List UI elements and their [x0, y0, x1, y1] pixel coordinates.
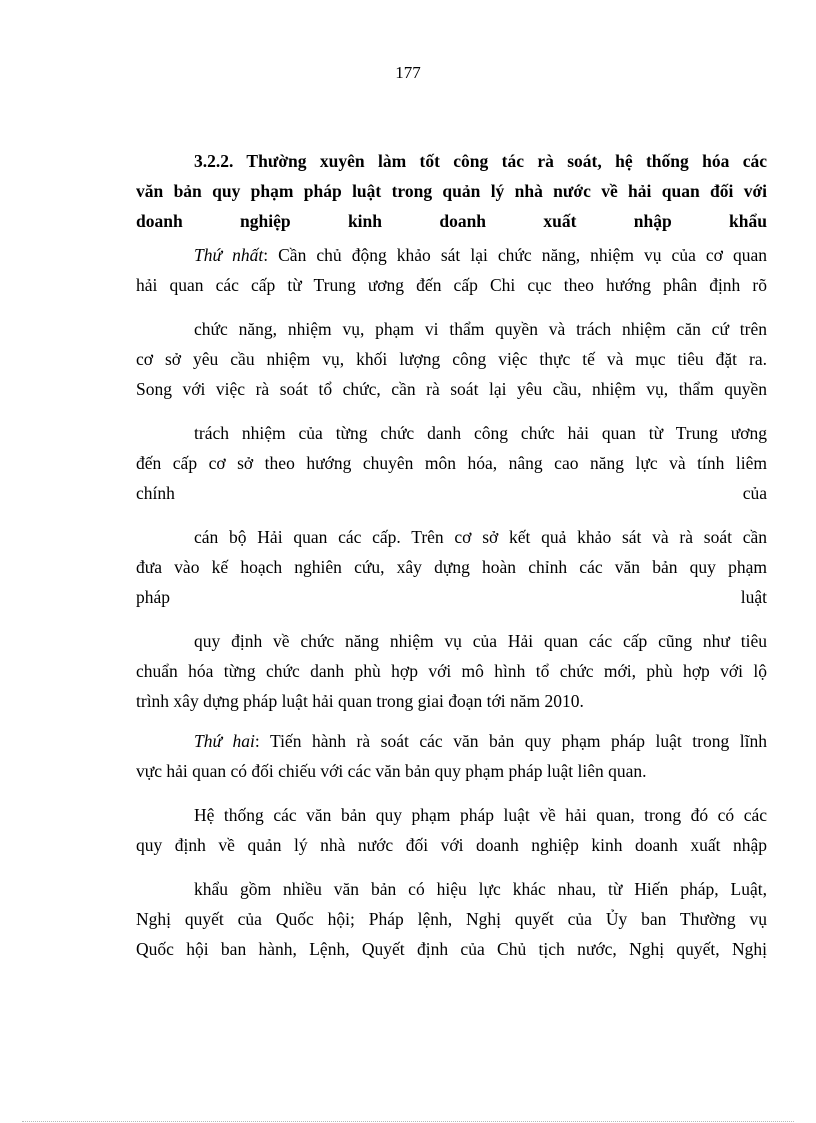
paragraph-1-line-1-text: : Cần chủ động khảo sát lại chức năng, nhiệm vụ của cơ quan: [263, 245, 767, 265]
paragraph-1-line-7: đến cấp cơ sở theo hướng chuyên môn hóa, nâng cao năng lực và tính liêm: [136, 453, 767, 473]
paragraph-1-line-5: Song với việc rà soát tổ chức, cần rà soát lại yêu cầu, nhiệm vụ, thẩm quyền: [136, 379, 767, 399]
paragraph-1-line-11: pháp luật: [136, 587, 767, 607]
paragraph-1-line-14: trình xây dựng pháp luật hải quan trong giai đoạn tới năm 2010.: [136, 691, 584, 711]
paragraph-3-line-5: Quốc hội ban hành, Lệnh, Quyết định của Chủ tịch nước, Nghị quyết, Nghị: [136, 939, 767, 959]
paragraph-1-line-13: chuẩn hóa từng chức danh phù hợp với mô hình tổ chức mới, phù hợp với lộ: [136, 661, 767, 681]
paragraph-2-line-2: vực hải quan có đối chiếu với các văn bản quy phạm pháp luật liên quan.: [136, 761, 647, 781]
section-heading-line-3: doanh nghiệp kinh doanh xuất nhập khẩu: [136, 211, 767, 231]
paragraph-1-line-1: [136, 240, 767, 270]
paragraph-3-line-2: quy định về quản lý nhà nước đối với doanh nghiệp kinh doanh xuất nhập: [136, 835, 767, 855]
paragraph-1-label: Thứ nhất: [194, 245, 264, 265]
paragraph-1-line-10: đưa vào kế hoạch nghiên cứu, xây dựng hoàn chỉnh các văn bản quy phạm: [136, 557, 767, 577]
paragraph-1-line-9: cán bộ Hải quan các cấp. Trên cơ sở kết quả khảo sát và rà soát cần: [194, 527, 767, 547]
paragraph-1-line-8: chính của: [136, 483, 767, 503]
paragraph-1-line-3: chức năng, nhiệm vụ, phạm vi thẩm quyền và trách nhiệm căn cứ trên: [194, 319, 767, 339]
page-number: 177: [395, 63, 421, 82]
paragraph-3-line-1: Hệ thống các văn bản quy phạm pháp luật về hải quan, trong đó có các: [194, 805, 767, 825]
paragraph-1-line-4: cơ sở yêu cầu nhiệm vụ, khối lượng công việc thực tế và mục tiêu đặt ra.: [136, 349, 767, 369]
page-bottom-rule: [22, 1121, 794, 1122]
document-body: [136, 146, 767, 964]
paragraph-3-line-4: Nghị quyết của Quốc hội; Pháp lệnh, Nghị quyết của Ủy ban Thường vụ: [136, 909, 767, 929]
paragraph-2-line-1: [136, 726, 767, 756]
paragraph-2-label: Thứ hai: [194, 731, 255, 751]
paragraph-1-line-2: hải quan các cấp từ Trung ương đến cấp Chi cục theo hướng phân định rõ: [136, 275, 767, 295]
section-heading-line-1: 3.2.2. Thường xuyên làm tốt công tác rà soát, hệ thống hóa các: [194, 151, 767, 171]
paragraph-1-line-12: quy định về chức năng nhiệm vụ của Hải quan các cấp cũng như tiêu: [194, 631, 767, 651]
paragraph-2-line-1-text: : Tiến hành rà soát các văn bản quy phạm pháp luật trong lĩnh: [254, 731, 767, 751]
section-heading-line-2: văn bản quy phạm pháp luật trong quản lý nhà nước về hải quan đối với: [136, 181, 767, 201]
paragraph-3-line-3: khẩu gồm nhiều văn bản có hiệu lực khác nhau, từ Hiến pháp, Luật,: [194, 879, 767, 899]
paragraph-1-line-6: trách nhiệm của từng chức danh công chức hải quan từ Trung ương: [194, 423, 767, 443]
